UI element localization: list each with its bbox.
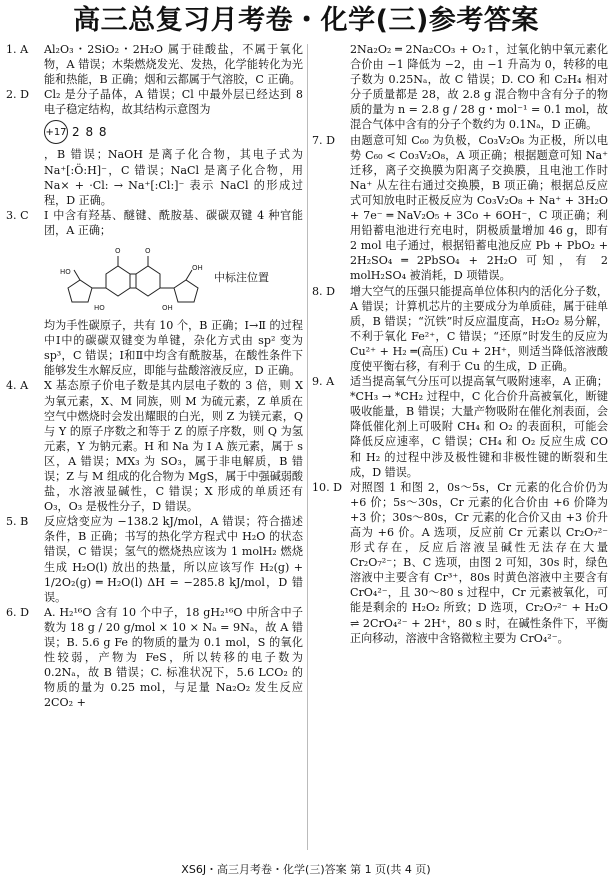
answer-explanation: X 基态原子价电子数是其内层电子数的 3 倍，则 X 为氧元素，X、M 同族，则 M 为硫元素，Z 单质在空气中燃烧时会发出耀眼的白光，则 Z 为镁元素，Q 与 Y 的原子序数之和等于 Z 的原子序数，则 Q 为氢元素，Y 为钠元素。H 和 Na 为 Ⅰ A 族元素，属于 s 区，A 错误；MX₃ 为 SO₃，属于非电解质，B 错误；Z 与 M 组成的化合物为 MgS，属于中强碱弱酸盐，水溶液显碱性，C 错误；X 形成的单质还有 O₃，O₃ 是极性分子，D 错误。 (44, 379, 303, 514)
structure-label: 中标注位置 (214, 271, 269, 285)
left-column (6, 42, 303, 710)
page-footer: XS6J・高三月考卷・化学(三)答案 第 1 页(共 4 页) (181, 863, 431, 876)
atom-structure-diagram (44, 120, 303, 144)
svg-text:HO: HO (60, 268, 71, 277)
answer-explanation: 由题意可知 C₆₀ 为负极，Co₃V₂O₈ 为正极，所以电势 C₆₀ < Co₃V₂O₈，A 项正确；根据题意可知 Na⁺ 迁移，离子交换膜为阳离子交换膜，且电池工作时 Na⁺ 从左往右通过交换膜，B 项正确；根据总反应式可知放电时正极反应为 Co₃V₂O₈ + Na⁺ + 3H₂O + 7e⁻ ═ NaV₂O₅ + 3Co + 6OH⁻，C 项正确；利用铅蓄电池进行充电时，阴极质量增加 46 g，即有 2 mol 电子通过，根据铅蓄电池反应 Pb + PbO₂ + 2H₂SO₄ ═ 2PbSO₄ + 2H₂O 可知，有 2 molH₂SO₄ 被消耗，D 项错误。 (350, 133, 608, 283)
answer-number: 5. B (6, 515, 29, 529)
right-column (312, 42, 608, 646)
answer-item-4 (6, 378, 303, 514)
svg-text:O: O (145, 247, 151, 256)
molecular-structure (58, 240, 303, 316)
answer-item-9 (312, 374, 608, 480)
answer-item-10 (312, 480, 608, 646)
answer-explanation: Cl₂ 是分子晶体，A 错误；Cl 中最外层已经达到 8 电子稳定结构，故其结构示意图为 +17 2 8 8 ，B 错误；NaOH 是离子化合物，其电子式为 Na⁺[:Ö:H]⁻，C 错误；NaCl 是离子化合物，用 Na× + ·Cl: → Na⁺[:Cl:]⁻ 表示 NaCl 的形成过程，D 正确。 (44, 88, 303, 207)
answer-explanation: 适当提高氧气分压可以提高氧气吸附速率，A 正确；*CH₃ → *CH₂ 过程中，C 化合价升高被氧化，断键吸收能量，B 错误；大量产物吸附在催化剂表面，会降低催化剂上可吸附 CH₄ 和 O₂ 的表面积，可能会降低反应速率，C 错误；CH₄ 和 O₂ 反应生成 CO 和 H₂ 的过程中涉及极性键和非极性键的断裂和生成，D 错误。 (350, 375, 608, 479)
answer-item-5 (6, 514, 303, 605)
column-divider (307, 44, 308, 850)
answer-number: 10. D (312, 480, 343, 494)
answer-number: 9. A (312, 375, 335, 389)
answer-item-1 (6, 42, 303, 87)
answer-number: 6. D (6, 605, 30, 619)
answer-explanation: 对照图 1 和图 2，0s～5s，Cr 元素的化合价仍为 +6 价；5s～30s，Cr 元素的化合价由 +6 价降为 +3 价；30s～80s，Cr 元素的化合价又由 +3 价升高为 +6 价。A 选项，反应前 Cr 元素以 Cr₂O₇²⁻ 形式存在，反应后溶液呈碱性无法存在大量 Cr₂O₇²⁻；B、C 选项，由图 2 可知，30s 时，绿色溶液中主要含有 Cr³⁺，80s 时黄色溶液中主要含有 CrO₄²⁻，且 30～80 s 过程中，Cr 元素被氧化，可能是剩余的 H₂O₂ 所致；D 选项，Cr₂O₇²⁻ + H₂O ⇌ 2CrO₄²⁻ + 2H⁺，80 s 时，在碱性条件下，平衡正向移动，溶液中含铬微粒主要为 CrO₄²⁻。 (350, 480, 608, 645)
answer-number: 7. D (312, 133, 336, 147)
electron-shells: 2 8 8 (72, 124, 108, 139)
answer-explanation: Al₂O₃・2SiO₂・2H₂O 属于硅酸盐，不属于氧化物，A 错误；木柴燃烧发光、发热，化学能转化为光能和热能，B 正确；烟和云都属于气溶胶，C 正确。 (44, 43, 303, 87)
answer-item-8 (312, 284, 608, 375)
answer-explanation: 增大空气的压强只能提高单位体积内的活化分子数，A 错误；计算机芯片的主要成分为单质硅，属于硅单质，B 错误；“沉铁”时反应温度高，H₂O₂ 易分解，不利于氧化 Fe²⁺，C 错误；“还原”时发生的反应为 Cu²⁺ + H₂ ═(高压) Cu + 2H⁺，则适当降低溶液酸度使平衡右移，有利于 Cu 的生成，D 正确。 (350, 284, 608, 373)
answer-item-6 (6, 605, 303, 711)
page-title: 高三总复习月考卷・化学(三)参考答案 (73, 5, 539, 36)
answer-explanation-continued: 均为手性碳原子，共有 10 个，B 正确；Ⅰ→Ⅱ 的过程中Ⅰ中的碳碳双键变为单键，杂化方式由 sp² 变为 sp³，C 错误；Ⅰ和Ⅱ中均含有酰胺基，在酸性条件下能够发生水解反应，即能与盐酸溶液反应，D 正确。 (44, 319, 303, 378)
svg-text:HO: HO (94, 304, 105, 313)
answer-number: 1. A (6, 43, 29, 56)
answer-explanation: A. H₂¹⁶O 含有 10 个中子，18 gH₂¹⁶O 中所含中子数为 18 g / 20 g/mol × 10 × Nₐ = 9Nₐ，故 A 错误；B. 5.6 g Fe 的物质的量为 0.1 mol，S 的氧化性较弱，产物为 FeS，所以转移的电子数为 0.2Nₐ，故 B 错误；C. 标准状况下，5.6 LCO₂ 的物质的量为 0.25 mol，与足量 Na₂O₂ 发生反应 2CO₂ + (44, 605, 303, 710)
answer-number: 8. D (312, 284, 336, 298)
answer-explanation: 反应焓变应为 −138.2 kJ/mol，A 错误；符合描述条件，B 正确；书写的热化学方程式中 H₂O 的状态错误，C 错误；氢气的燃烧热应该为 1 molH₂ 燃烧生成 H₂O(l) 放出的热量，所以应该写作 H₂(g) + 1/2O₂(g) ═ H₂O(l) ΔH = −285.8 kJ/mol，D 错误。 (44, 515, 303, 604)
answer-number: 3. C (6, 208, 29, 222)
answer-6-continued: 2Na₂O₂ ═ 2Na₂CO₃ + O₂↑，过氧化钠中氧元素化合价由 −1 降低为 −2，由 −1 升高为 0，转移的电子数为 0.25Nₐ，故 C 错误；D. CO 和 C₂H₄ 相对分子质量都是 28，故 2.8 g 混合物中含有分子的物质的量为 n = 2.8 g / 28 g・mol⁻¹ = 0.1 mol，故混合气体中含有的分子个数约为 0.1Nₐ，D 正确。 (350, 43, 608, 132)
nucleus: +17 (44, 120, 68, 144)
answer-item-3 (6, 208, 303, 238)
answer-explanation: Ⅰ 中含有羟基、醚键、酰胺基、碳碳双键 4 种官能团，A 正确； (44, 208, 303, 237)
svg-text:OH: OH (192, 264, 203, 273)
answer-number: 4. A (6, 379, 29, 393)
svg-text:O: O (115, 247, 121, 256)
answer-item-2 (6, 87, 303, 208)
svg-text:OH: OH (162, 304, 173, 313)
answer-item-7 (312, 133, 608, 284)
molecule-drawing (58, 240, 208, 316)
answer-number: 2. D (6, 88, 30, 102)
